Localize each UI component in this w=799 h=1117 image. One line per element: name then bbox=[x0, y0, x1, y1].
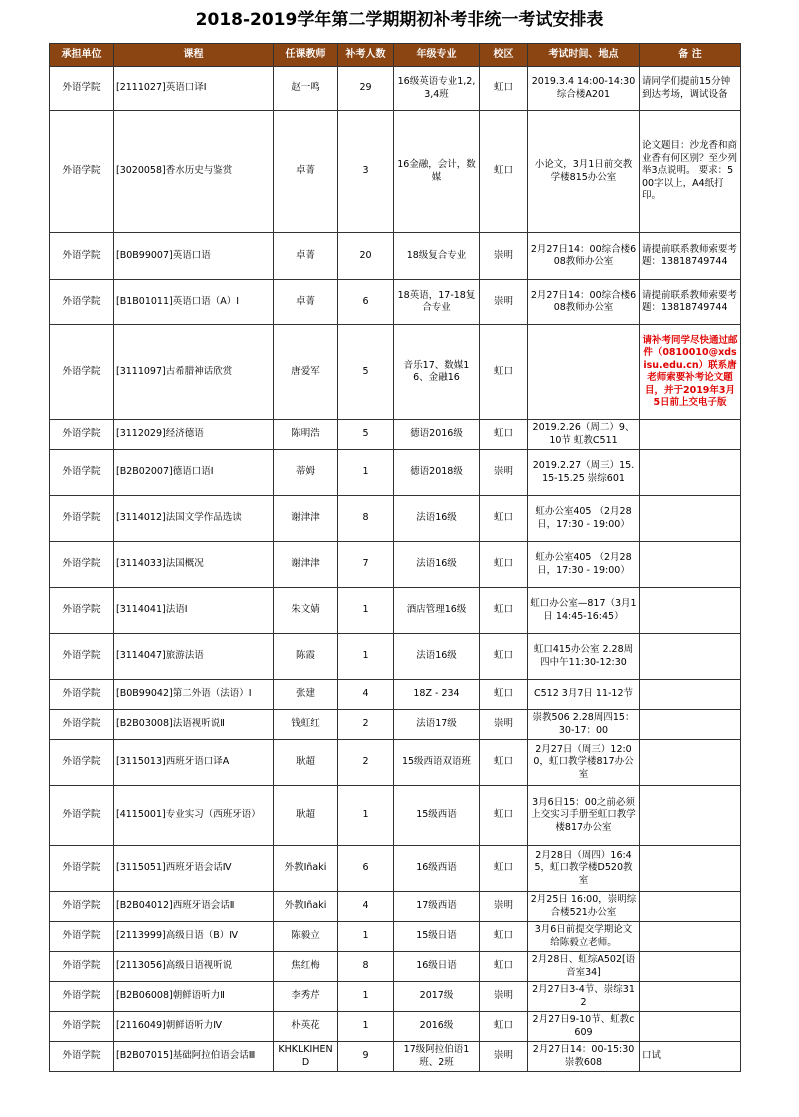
cell-time: 2月28日、虹综A502[语音室34] bbox=[528, 952, 640, 982]
cell-time: 2019.2.27（周三）15.15-15.25 崇综601 bbox=[528, 450, 640, 496]
cell-count: 8 bbox=[338, 496, 394, 542]
cell-teacher: 钱虹红 bbox=[274, 710, 338, 740]
cell-count: 3 bbox=[338, 111, 394, 233]
cell-grade: 酒店管理16级 bbox=[394, 588, 480, 634]
cell-note: 请补考同学尽快通过邮件（0810010@xdsisu.edu.cn）联系唐老师索要补考论文题目，并于2019年3月5日前上交电子版 bbox=[640, 325, 741, 420]
cell-teacher: 李秀芹 bbox=[274, 982, 338, 1012]
cell-grade: 2016级 bbox=[394, 1012, 480, 1042]
cell-time: 2月27日9-10节、虹教c609 bbox=[528, 1012, 640, 1042]
cell-grade: 15级日语 bbox=[394, 922, 480, 952]
header-unit: 承担单位 bbox=[50, 44, 114, 67]
cell-time: 虹口办公室—817（3月1日 14:45-16:45） bbox=[528, 588, 640, 634]
cell-unit: 外语学院 bbox=[50, 846, 114, 892]
cell-grade: 16级英语专业1,2,3,4班 bbox=[394, 67, 480, 111]
cell-teacher: 陈明浩 bbox=[274, 420, 338, 450]
cell-count: 6 bbox=[338, 280, 394, 325]
cell-note bbox=[640, 982, 741, 1012]
cell-unit: 外语学院 bbox=[50, 922, 114, 952]
cell-count: 1 bbox=[338, 588, 394, 634]
cell-note: 口试 bbox=[640, 1042, 741, 1072]
table-row bbox=[50, 922, 741, 952]
cell-time: 2月27日（周三）12:00，虹口教学楼817办公室 bbox=[528, 740, 640, 786]
table-row bbox=[50, 542, 741, 588]
cell-note bbox=[640, 710, 741, 740]
cell-teacher: 卓菁 bbox=[274, 280, 338, 325]
cell-note bbox=[640, 450, 741, 496]
header-note: 备 注 bbox=[640, 44, 741, 67]
cell-time: C512 3月7日 11-12节 bbox=[528, 680, 640, 710]
cell-count: 1 bbox=[338, 634, 394, 680]
cell-campus: 虹口 bbox=[480, 634, 528, 680]
cell-grade: 法语17级 bbox=[394, 710, 480, 740]
cell-campus: 虹口 bbox=[480, 496, 528, 542]
cell-course: [3115051]西班牙语会话Ⅳ bbox=[114, 846, 274, 892]
cell-unit: 外语学院 bbox=[50, 542, 114, 588]
header-row bbox=[50, 44, 741, 67]
cell-unit: 外语学院 bbox=[50, 496, 114, 542]
cell-course: [B2B04012]西班牙语会话Ⅱ bbox=[114, 892, 274, 922]
cell-course: [3114012]法国文学作品选读 bbox=[114, 496, 274, 542]
cell-time: 3月6日15：00之前必须上交实习手册至虹口教学楼817办公室 bbox=[528, 786, 640, 846]
table-row bbox=[50, 634, 741, 680]
cell-teacher: 谢津津 bbox=[274, 496, 338, 542]
header-teacher: 任课教师 bbox=[274, 44, 338, 67]
cell-count: 2 bbox=[338, 710, 394, 740]
cell-count: 9 bbox=[338, 1042, 394, 1072]
cell-time: 2月27日14：00综合楼608教师办公室 bbox=[528, 280, 640, 325]
cell-time: 小论文，3月1日前交教学楼815办公室 bbox=[528, 111, 640, 233]
cell-teacher: 耿超 bbox=[274, 786, 338, 846]
cell-grade: 18英语，17-18复合专业 bbox=[394, 280, 480, 325]
cell-campus: 虹口 bbox=[480, 67, 528, 111]
cell-time: 虹口415办公室 2.28周四中午11:30-12:30 bbox=[528, 634, 640, 680]
table-row bbox=[50, 450, 741, 496]
cell-campus: 虹口 bbox=[480, 786, 528, 846]
cell-time: 2月27日3-4节、崇综312 bbox=[528, 982, 640, 1012]
cell-note bbox=[640, 952, 741, 982]
cell-teacher: 朱文婧 bbox=[274, 588, 338, 634]
cell-count: 4 bbox=[338, 892, 394, 922]
cell-teacher: 外教Iñaki bbox=[274, 846, 338, 892]
cell-count: 1 bbox=[338, 786, 394, 846]
cell-grade: 法语16级 bbox=[394, 496, 480, 542]
cell-campus: 虹口 bbox=[480, 1012, 528, 1042]
cell-course: [2116049]朝鲜语听力Ⅳ bbox=[114, 1012, 274, 1042]
cell-time: 3月6日前提交学期论文给陈毅立老师。 bbox=[528, 922, 640, 952]
cell-time: 2月28日（周四）16:45，虹口教学楼D520教室 bbox=[528, 846, 640, 892]
cell-unit: 外语学院 bbox=[50, 67, 114, 111]
cell-course: [B2B03008]法语视听说Ⅱ bbox=[114, 710, 274, 740]
cell-note bbox=[640, 892, 741, 922]
cell-grade: 18级复合专业 bbox=[394, 233, 480, 280]
cell-note: 请同学们提前15分钟到达考场，调试设备 bbox=[640, 67, 741, 111]
cell-note: 论文题目：沙龙香和商业香有何区别？至少列举3点说明。 要求：500字以上，A4纸打印。 bbox=[640, 111, 741, 233]
cell-note: 请提前联系教师索要考题：13818749744 bbox=[640, 233, 741, 280]
cell-unit: 外语学院 bbox=[50, 1042, 114, 1072]
cell-note bbox=[640, 740, 741, 786]
cell-course: [B2B06008]朝鲜语听力Ⅱ bbox=[114, 982, 274, 1012]
cell-grade: 法语16级 bbox=[394, 542, 480, 588]
cell-campus: 虹口 bbox=[480, 588, 528, 634]
cell-campus: 崇明 bbox=[480, 710, 528, 740]
table-row bbox=[50, 280, 741, 325]
cell-unit: 外语学院 bbox=[50, 111, 114, 233]
cell-course: [4115001]专业实习（西班牙语） bbox=[114, 786, 274, 846]
cell-unit: 外语学院 bbox=[50, 952, 114, 982]
cell-note bbox=[640, 496, 741, 542]
cell-grade: 德语2016级 bbox=[394, 420, 480, 450]
cell-count: 1 bbox=[338, 922, 394, 952]
cell-grade: 17级西语 bbox=[394, 892, 480, 922]
cell-grade: 16级日语 bbox=[394, 952, 480, 982]
cell-campus: 崇明 bbox=[480, 280, 528, 325]
cell-campus: 虹口 bbox=[480, 922, 528, 952]
cell-grade: 18Z - 234 bbox=[394, 680, 480, 710]
cell-campus: 崇明 bbox=[480, 892, 528, 922]
cell-unit: 外语学院 bbox=[50, 280, 114, 325]
cell-campus: 虹口 bbox=[480, 680, 528, 710]
cell-count: 1 bbox=[338, 982, 394, 1012]
cell-time: 2019.3.4 14:00-14:30 综合楼A201 bbox=[528, 67, 640, 111]
page-title: 2018-2019学年第二学期期初补考非统一考试安排表 bbox=[195, 10, 604, 30]
cell-count: 5 bbox=[338, 325, 394, 420]
cell-teacher: 外教Iñaki bbox=[274, 892, 338, 922]
table-row bbox=[50, 846, 741, 892]
cell-time: 虹办公室405 （2月28日，17:30 - 19:00） bbox=[528, 496, 640, 542]
cell-note bbox=[640, 420, 741, 450]
table-row bbox=[50, 588, 741, 634]
cell-course: [3020058]香水历史与鉴赏 bbox=[114, 111, 274, 233]
cell-teacher: 唐爱军 bbox=[274, 325, 338, 420]
cell-note: 请提前联系教师索要考题：13818749744 bbox=[640, 280, 741, 325]
cell-teacher: 陈毅立 bbox=[274, 922, 338, 952]
cell-campus: 虹口 bbox=[480, 325, 528, 420]
cell-note bbox=[640, 846, 741, 892]
cell-grade: 15级西语 bbox=[394, 786, 480, 846]
cell-grade: 15级西语双语班 bbox=[394, 740, 480, 786]
cell-course: [B0B99042]第二外语（法语）I bbox=[114, 680, 274, 710]
cell-note bbox=[640, 542, 741, 588]
cell-unit: 外语学院 bbox=[50, 233, 114, 280]
table-row bbox=[50, 111, 741, 233]
cell-campus: 虹口 bbox=[480, 740, 528, 786]
cell-time: 2月27日14：00综合楼608教师办公室 bbox=[528, 233, 640, 280]
cell-teacher: 朴英花 bbox=[274, 1012, 338, 1042]
cell-count: 20 bbox=[338, 233, 394, 280]
cell-grade: 德语2018级 bbox=[394, 450, 480, 496]
cell-count: 29 bbox=[338, 67, 394, 111]
cell-note bbox=[640, 588, 741, 634]
table-row bbox=[50, 67, 741, 111]
cell-teacher: 陈霞 bbox=[274, 634, 338, 680]
cell-teacher: 蒂姆 bbox=[274, 450, 338, 496]
cell-teacher: KHKLKIHEND bbox=[274, 1042, 338, 1072]
cell-campus: 崇明 bbox=[480, 982, 528, 1012]
cell-grade: 17级阿拉伯语1班、2班 bbox=[394, 1042, 480, 1072]
table-row bbox=[50, 740, 741, 786]
cell-course: [3111097]古希腊神话欣赏 bbox=[114, 325, 274, 420]
cell-teacher: 卓菁 bbox=[274, 233, 338, 280]
header-time: 考试时间、地点 bbox=[528, 44, 640, 67]
cell-note bbox=[640, 786, 741, 846]
cell-unit: 外语学院 bbox=[50, 450, 114, 496]
cell-time: 2月27日14：00-15:30 崇教608 bbox=[528, 1042, 640, 1072]
cell-count: 8 bbox=[338, 952, 394, 982]
cell-course: [3114041]法语I bbox=[114, 588, 274, 634]
cell-campus: 崇明 bbox=[480, 1042, 528, 1072]
cell-count: 6 bbox=[338, 846, 394, 892]
table-row bbox=[50, 710, 741, 740]
cell-count: 1 bbox=[338, 1012, 394, 1042]
table-row bbox=[50, 1012, 741, 1042]
cell-unit: 外语学院 bbox=[50, 420, 114, 450]
cell-course: [2113999]高级日语（B）Ⅳ bbox=[114, 922, 274, 952]
header-count: 补考人数 bbox=[338, 44, 394, 67]
cell-time: 2月25日 16:00，崇明综合楼521办公室 bbox=[528, 892, 640, 922]
cell-unit: 外语学院 bbox=[50, 634, 114, 680]
cell-course: [3114047]旅游法语 bbox=[114, 634, 274, 680]
cell-course: [2113056]高级日语视听说 bbox=[114, 952, 274, 982]
cell-course: [B2B07015]基础阿拉伯语会话Ⅲ bbox=[114, 1042, 274, 1072]
cell-campus: 虹口 bbox=[480, 846, 528, 892]
table-row bbox=[50, 982, 741, 1012]
cell-grade: 16级西语 bbox=[394, 846, 480, 892]
cell-course: [2111027]英语口译I bbox=[114, 67, 274, 111]
cell-course: [3112029]经济德语 bbox=[114, 420, 274, 450]
cell-unit: 外语学院 bbox=[50, 710, 114, 740]
cell-unit: 外语学院 bbox=[50, 786, 114, 846]
exam-schedule-table bbox=[49, 43, 741, 1072]
cell-teacher: 谢津津 bbox=[274, 542, 338, 588]
cell-grade: 法语16级 bbox=[394, 634, 480, 680]
cell-unit: 外语学院 bbox=[50, 680, 114, 710]
cell-campus: 虹口 bbox=[480, 542, 528, 588]
cell-count: 7 bbox=[338, 542, 394, 588]
table-row bbox=[50, 496, 741, 542]
cell-unit: 外语学院 bbox=[50, 740, 114, 786]
table-row bbox=[50, 325, 741, 420]
table-row bbox=[50, 680, 741, 710]
cell-time: 崇教506 2.28周四15：30-17：00 bbox=[528, 710, 640, 740]
cell-campus: 虹口 bbox=[480, 420, 528, 450]
cell-course: [3114033]法国概况 bbox=[114, 542, 274, 588]
cell-note bbox=[640, 1012, 741, 1042]
cell-grade: 音乐17、数媒16、金融16 bbox=[394, 325, 480, 420]
header-course: 课程 bbox=[114, 44, 274, 67]
cell-course: [B1B01011]英语口语（A）I bbox=[114, 280, 274, 325]
cell-unit: 外语学院 bbox=[50, 588, 114, 634]
table-row bbox=[50, 1042, 741, 1072]
cell-time: 虹办公室405 （2月28日，17:30 - 19:00） bbox=[528, 542, 640, 588]
cell-unit: 外语学院 bbox=[50, 1012, 114, 1042]
cell-count: 4 bbox=[338, 680, 394, 710]
cell-teacher: 焦红梅 bbox=[274, 952, 338, 982]
table-row bbox=[50, 786, 741, 846]
cell-count: 1 bbox=[338, 450, 394, 496]
cell-count: 5 bbox=[338, 420, 394, 450]
header-campus: 校区 bbox=[480, 44, 528, 67]
cell-unit: 外语学院 bbox=[50, 982, 114, 1012]
header-grade: 年级专业 bbox=[394, 44, 480, 67]
table-row bbox=[50, 233, 741, 280]
cell-campus: 虹口 bbox=[480, 111, 528, 233]
cell-campus: 崇明 bbox=[480, 450, 528, 496]
cell-unit: 外语学院 bbox=[50, 325, 114, 420]
cell-note bbox=[640, 680, 741, 710]
cell-course: [B0B99007]英语口语 bbox=[114, 233, 274, 280]
cell-count: 2 bbox=[338, 740, 394, 786]
cell-teacher: 耿超 bbox=[274, 740, 338, 786]
cell-campus: 虹口 bbox=[480, 952, 528, 982]
cell-teacher: 赵一鸣 bbox=[274, 67, 338, 111]
cell-course: [B2B02007]德语口语I bbox=[114, 450, 274, 496]
cell-teacher: 张建 bbox=[274, 680, 338, 710]
cell-grade: 2017级 bbox=[394, 982, 480, 1012]
cell-grade: 16金融，会计，数媒 bbox=[394, 111, 480, 233]
table-row bbox=[50, 420, 741, 450]
cell-time bbox=[528, 325, 640, 420]
table-row bbox=[50, 952, 741, 982]
cell-teacher: 卓菁 bbox=[274, 111, 338, 233]
cell-course: [3115013]西班牙语口译A bbox=[114, 740, 274, 786]
cell-campus: 崇明 bbox=[480, 233, 528, 280]
cell-note bbox=[640, 634, 741, 680]
cell-note bbox=[640, 922, 741, 952]
cell-unit: 外语学院 bbox=[50, 892, 114, 922]
table-row bbox=[50, 892, 741, 922]
cell-time: 2019.2.26（周二）9、10节 虹教C511 bbox=[528, 420, 640, 450]
